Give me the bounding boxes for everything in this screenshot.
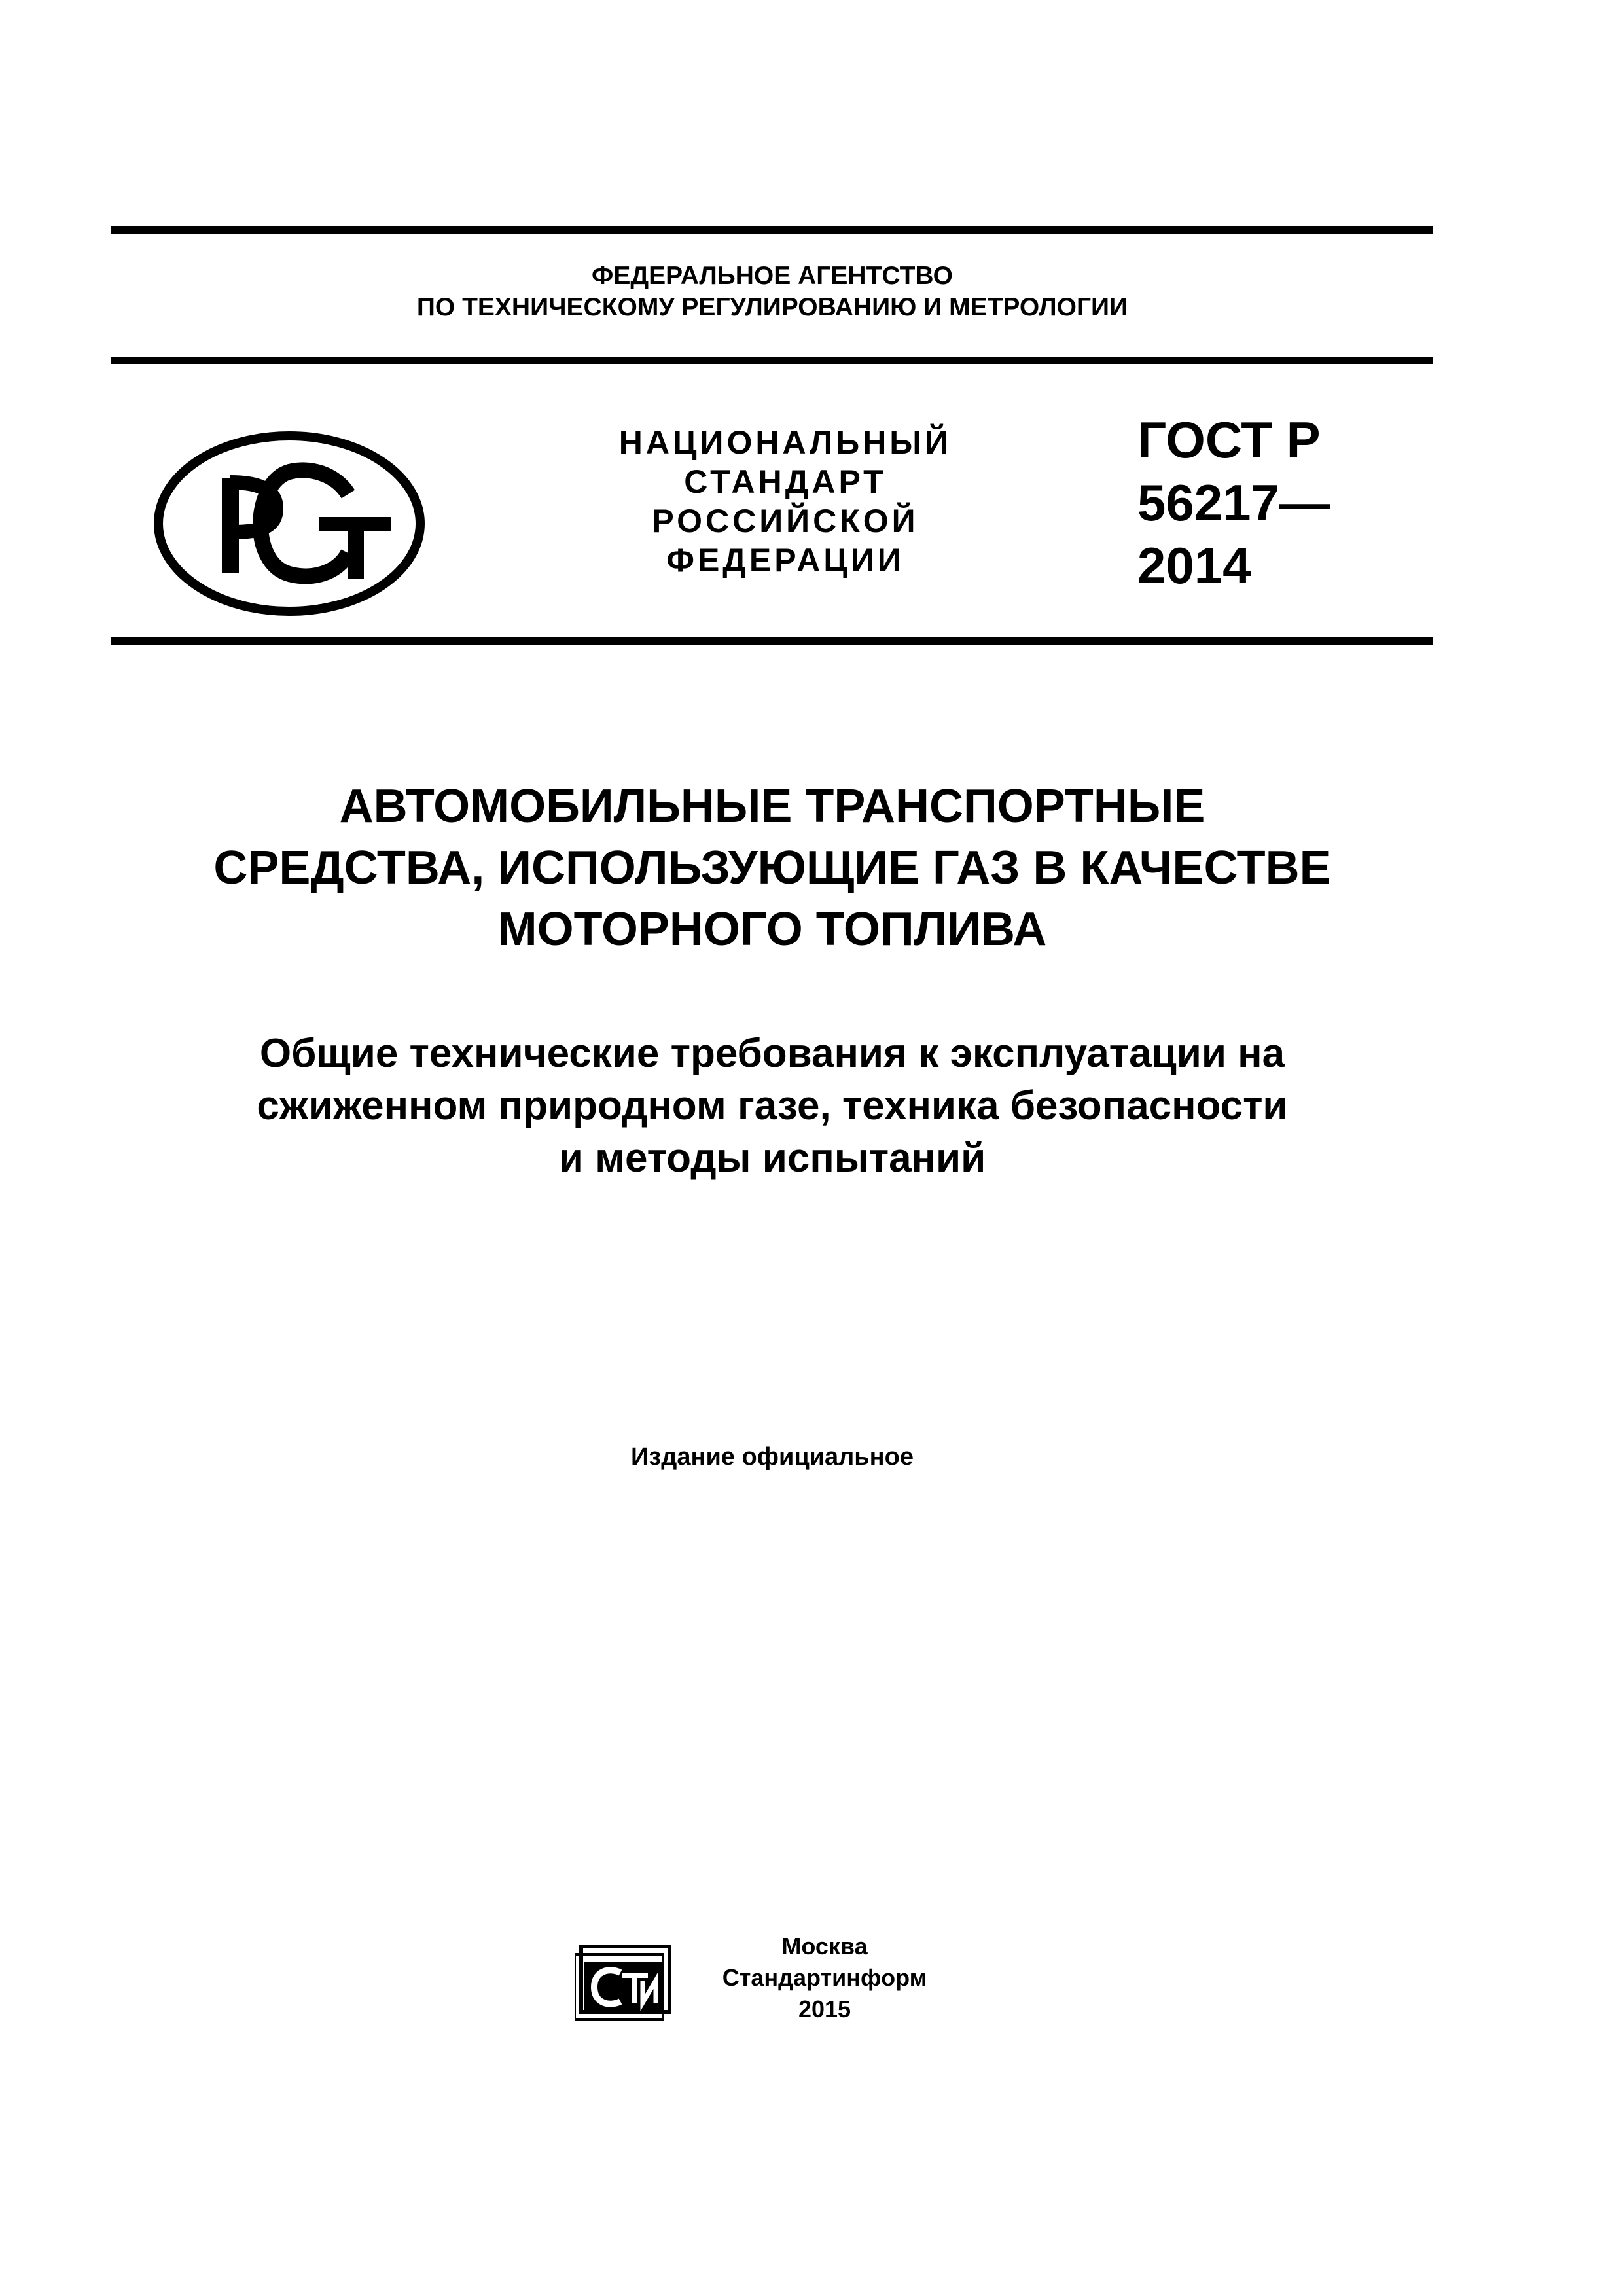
agency-header xyxy=(111,260,1433,323)
publisher-city: Москва xyxy=(781,1933,868,1960)
header-bottom-rule xyxy=(111,637,1433,645)
standard-designation xyxy=(1137,408,1330,597)
title-line-2: СРЕДСТВА, ИСПОЛЬЗУЮЩИЕ ГАЗ В КАЧЕСТВЕ xyxy=(213,842,1331,894)
agency-rule xyxy=(111,357,1433,364)
agency-line-1: ФЕДЕРАЛЬНОЕ АГЕНТСТВО xyxy=(592,262,953,290)
subtitle-line-3: и методы испытаний xyxy=(558,1136,986,1181)
publisher-name: Стандартинформ xyxy=(722,1964,927,1991)
standartinform-logo xyxy=(575,1939,673,2021)
designation-line-3: 2014 xyxy=(1137,537,1251,594)
top-rule xyxy=(111,226,1433,234)
designation-line-1: ГОСТ Р xyxy=(1137,411,1321,469)
subtitle-line-1: Общие технические требования к эксплуатации на xyxy=(259,1031,1285,1076)
document-title xyxy=(79,776,1466,960)
publisher-block xyxy=(694,1931,955,2025)
standard-type-line-2: СТАНДАРТ xyxy=(684,463,887,500)
subtitle-line-2: сжиженном природном газе, техника безопасности xyxy=(257,1083,1288,1128)
title-line-3: МОТОРНОГО ТОПЛИВА xyxy=(497,903,1047,956)
standard-type-line-1: НАЦИОНАЛЬНЫЙ xyxy=(618,424,952,461)
document-subtitle xyxy=(79,1028,1466,1185)
title-line-1: АВТОМОБИЛЬНЫЕ ТРАНСПОРТНЫЕ xyxy=(339,780,1205,833)
edition-label: Издание официальное xyxy=(631,1443,914,1471)
standard-type xyxy=(589,423,982,580)
standard-type-line-3: РОССИЙСКОЙ xyxy=(652,503,919,539)
designation-line-2: 56217— xyxy=(1137,474,1330,531)
rst-emblem-logo xyxy=(152,429,427,619)
standard-type-line-4: ФЕДЕРАЦИИ xyxy=(666,542,904,579)
agency-line-2: ПО ТЕХНИЧЕСКОМУ РЕГУЛИРОВАНИЮ И МЕТРОЛОГИИ xyxy=(416,293,1128,321)
publisher-year: 2015 xyxy=(798,1996,851,2022)
